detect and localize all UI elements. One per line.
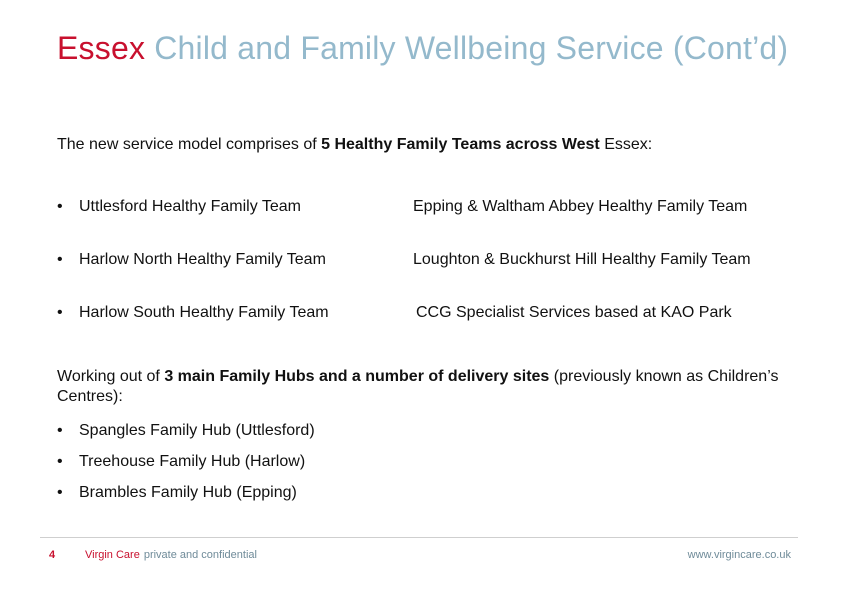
working-bold: 3 main Family Hubs and a number of delivery sites (164, 368, 550, 385)
bullet-icon: • (57, 304, 63, 321)
hub-label: Treehouse Family Hub (Harlow) (79, 453, 306, 470)
list-item (416, 302, 732, 323)
intro-bold: 5 Healthy Family Teams across West (321, 136, 600, 153)
footer-brand (85, 549, 257, 561)
team-label: Uttlesford Healthy Family Team (79, 198, 301, 215)
team-label: Epping & Waltham Abbey Healthy Family Team (413, 198, 748, 215)
working-before: Working out of (57, 368, 165, 385)
list-item (57, 420, 315, 441)
list-item (57, 451, 305, 472)
hub-label: Spangles Family Hub (Uttlesford) (79, 422, 315, 439)
hub-label: Brambles Family Hub (Epping) (79, 484, 297, 501)
intro-before: The new service model comprises of (57, 136, 322, 153)
list-item (57, 196, 357, 217)
team-label: CCG Specialist Services based at KAO Park (416, 304, 732, 321)
team-label: Loughton & Buckhurst Hill Healthy Family Team (413, 251, 751, 268)
page-number: 4 (49, 549, 56, 561)
list-item (413, 196, 747, 217)
working-text (57, 367, 797, 407)
list-item (57, 302, 357, 323)
list-item (57, 482, 297, 503)
slide-title (57, 28, 817, 68)
footer-divider (40, 537, 798, 538)
bullet-icon: • (57, 453, 63, 470)
bullet-icon: • (57, 198, 63, 215)
team-label: Harlow North Healthy Family Team (79, 251, 326, 268)
intro-after: Essex: (599, 136, 653, 153)
working-after: (previously known as Children’s Centres): (57, 368, 779, 405)
bullet-icon: • (57, 251, 63, 268)
bullet-icon: • (57, 484, 63, 501)
team-label: Harlow South Healthy Family Team (79, 304, 329, 321)
title-rest: Child and Family Wellbeing Service (Cont’d) (145, 30, 789, 66)
intro-text (57, 135, 797, 155)
footer-url[interactable]: www.virgincare.co.uk (687, 549, 791, 561)
list-item (413, 249, 751, 270)
list-item (57, 249, 357, 270)
title-accent: Essex (57, 30, 146, 66)
brand-name: Virgin Care (85, 549, 140, 561)
classification-label: private and confidential (143, 549, 257, 561)
bullet-icon: • (57, 422, 63, 439)
